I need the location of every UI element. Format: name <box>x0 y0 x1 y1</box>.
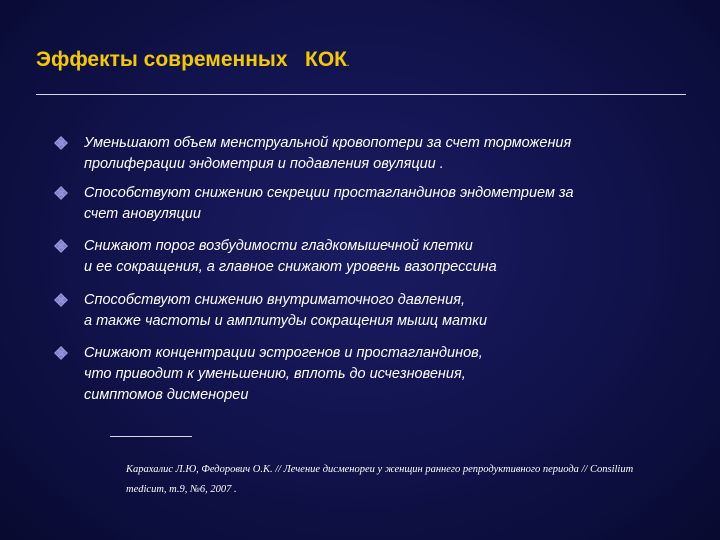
bullet-text <box>84 133 571 175</box>
reference-citation <box>126 460 666 500</box>
slide-title-text: Эффекты современных КОК <box>36 48 347 71</box>
bullet-item <box>54 183 574 225</box>
bullet-line: Снижают концентрации эстрогенов и простагландинов, <box>84 345 483 361</box>
title-divider <box>36 94 686 95</box>
diamond-bullet-icon <box>54 186 68 200</box>
bullet-line: что приводит к уменьшению, вплоть до исчезновения, <box>84 366 466 382</box>
bullet-text <box>84 343 483 406</box>
bullet-item <box>54 343 483 406</box>
bullet-text <box>84 236 497 278</box>
bullet-line: симптомов дисменореи <box>84 387 249 403</box>
reference-line: Карахалис Л.Ю, Федорович О.К. // Лечение дисменореи у женщин раннего репродуктивного периода // Consilium <box>126 464 634 475</box>
bullet-text <box>84 290 487 332</box>
bullet-line: Способствуют снижению внутриматочного давления, <box>84 292 466 308</box>
bullet-line: Снижают порог возбудимости гладкомышечной клетки <box>84 238 473 254</box>
bullet-line: а также частоты и амплитуды сокращения мышц матки <box>84 313 488 329</box>
diamond-bullet-icon <box>54 239 68 253</box>
title-trailing-mark: . <box>346 59 350 68</box>
bullet-line: счет ановуляции <box>84 206 201 222</box>
slide-title <box>36 48 349 72</box>
diamond-bullet-icon <box>54 293 68 307</box>
bullet-line: и ее сокращения, а главное снижают уровень вазопрессина <box>84 259 497 275</box>
reference-line: medicum, т.9, №6, 2007 . <box>126 484 237 495</box>
footnote-divider <box>110 436 192 437</box>
diamond-bullet-icon <box>54 346 68 360</box>
bullet-line: пролиферации эндометрия и подавления овуляции . <box>84 156 444 172</box>
bullet-text <box>84 183 574 225</box>
bullet-item <box>54 236 497 278</box>
bullet-line: Уменьшают объем менструальной кровопотери за счет торможения <box>84 135 572 151</box>
bullet-line: Способствуют снижению секреции простагландинов эндометрием за <box>84 185 574 201</box>
bullet-item <box>54 133 571 175</box>
diamond-bullet-icon <box>54 136 68 150</box>
bullet-item <box>54 290 487 332</box>
